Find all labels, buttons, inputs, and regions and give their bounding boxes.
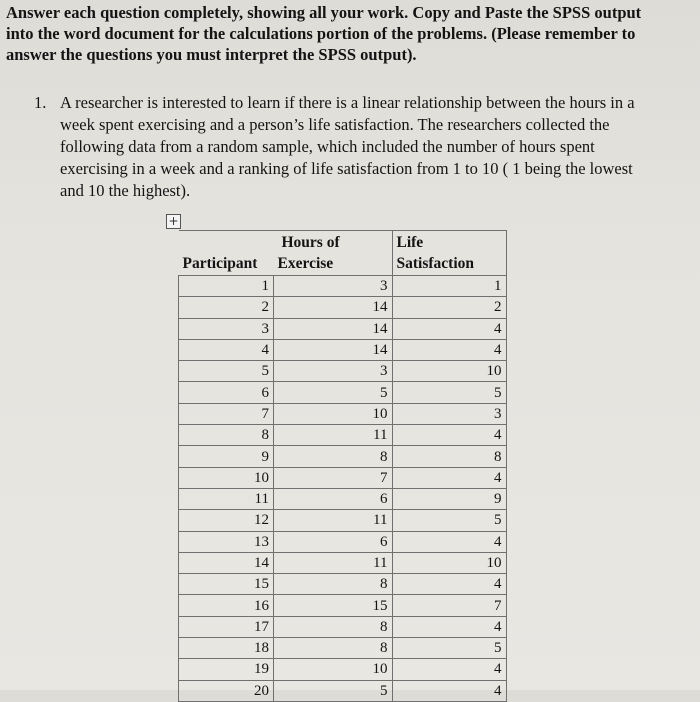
hours-cell: 8 (274, 616, 393, 637)
participant-cell: 11 (179, 488, 274, 509)
participant-cell: 13 (179, 531, 274, 552)
hours-cell: 10 (274, 659, 393, 680)
hours-cell: 3 (274, 276, 393, 297)
participant-cell: 10 (179, 467, 274, 488)
data-table (178, 230, 507, 702)
table-row (179, 638, 507, 659)
hours-cell: 8 (274, 574, 393, 595)
life-satisfaction-cell: 10 (392, 552, 506, 573)
participant-header-label: Participant (182, 255, 258, 272)
table-body (179, 276, 507, 702)
participant-cell: 16 (179, 595, 274, 616)
participant-cell: 1 (179, 276, 274, 297)
hours-header-line1: Hours of (281, 234, 340, 251)
hours-cell: 7 (274, 467, 393, 488)
question-1 (34, 92, 689, 202)
participant-cell: 3 (179, 318, 274, 339)
table-move-handle-icon[interactable]: + (166, 214, 181, 229)
participant-cell: 17 (179, 616, 274, 637)
participant-cell: 19 (179, 659, 274, 680)
hours-cell: 14 (274, 318, 393, 339)
hours-cell: 6 (274, 531, 393, 552)
instructions-line: into the word document for the calculations portion of the problems. (Please remember to (6, 24, 636, 43)
life-header-line1: Life (396, 234, 424, 251)
life-satisfaction-cell: 5 (392, 510, 506, 531)
participant-cell: 15 (179, 574, 274, 595)
hours-cell: 5 (274, 382, 393, 403)
table-row (179, 552, 507, 573)
participant-cell: 2 (179, 297, 274, 318)
hours-cell: 3 (274, 361, 393, 382)
life-satisfaction-cell: 4 (392, 339, 506, 360)
hours-cell: 11 (274, 510, 393, 531)
question-line: A researcher is interested to learn if there is a linear relationship between the hours in a (60, 93, 635, 112)
table-row (179, 339, 507, 360)
life-satisfaction-cell: 4 (392, 531, 506, 552)
hours-cell: 8 (274, 446, 393, 467)
table-row (179, 616, 507, 637)
hours-cell: 8 (274, 638, 393, 659)
question-line: exercising in a week and a ranking of life satisfaction from 1 to 10 ( 1 being the lowest (60, 159, 633, 178)
participant-header (179, 231, 274, 276)
life-satisfaction-cell: 4 (392, 680, 506, 701)
participant-cell: 8 (179, 425, 274, 446)
table-row (179, 297, 507, 318)
question-line: week spent exercising and a person’s life satisfaction. The researchers collected the (60, 115, 610, 134)
question-number: 1. (34, 93, 47, 112)
participant-cell: 4 (179, 339, 274, 360)
hours-cell: 10 (274, 403, 393, 424)
hours-cell: 5 (274, 680, 393, 701)
instructions-line: answer the questions you must interpret the SPSS output). (6, 45, 417, 64)
table-row (179, 531, 507, 552)
life-satisfaction-cell: 4 (392, 318, 506, 339)
hours-header (274, 231, 393, 276)
table-row (179, 595, 507, 616)
life-header-line2: Satisfaction (396, 255, 474, 272)
table-header-row (179, 231, 507, 276)
table-row (179, 446, 507, 467)
participant-cell: 5 (179, 361, 274, 382)
table-row (179, 425, 507, 446)
hours-cell: 11 (274, 425, 393, 446)
table-row (179, 361, 507, 382)
hours-cell: 14 (274, 339, 393, 360)
table-row (179, 574, 507, 595)
life-satisfaction-cell: 4 (392, 659, 506, 680)
hours-cell: 15 (274, 595, 393, 616)
question-line: following data from a random sample, which included the number of hours spent (60, 137, 595, 156)
participant-cell: 20 (179, 680, 274, 701)
life-header (392, 231, 506, 276)
instructions-paragraph (6, 2, 696, 65)
life-satisfaction-cell: 1 (392, 276, 506, 297)
question-line: and 10 the highest). (60, 181, 191, 200)
table-row (179, 488, 507, 509)
participant-cell: 9 (179, 446, 274, 467)
life-satisfaction-cell: 4 (392, 425, 506, 446)
life-satisfaction-cell: 10 (392, 361, 506, 382)
table-row (179, 659, 507, 680)
participant-cell: 6 (179, 382, 274, 403)
life-satisfaction-cell: 9 (392, 488, 506, 509)
question-text (60, 92, 689, 202)
participant-cell: 18 (179, 638, 274, 659)
participant-cell: 14 (179, 552, 274, 573)
table-row (179, 680, 507, 701)
table-row (179, 403, 507, 424)
hours-header-line2: Exercise (277, 255, 334, 272)
instructions-line: Answer each question completely, showing all your work. Copy and Paste the SPSS output (6, 3, 642, 22)
life-satisfaction-cell: 4 (392, 574, 506, 595)
life-satisfaction-cell: 8 (392, 446, 506, 467)
life-satisfaction-cell: 2 (392, 297, 506, 318)
participant-cell: 12 (179, 510, 274, 531)
hours-cell: 14 (274, 297, 393, 318)
table-row (179, 318, 507, 339)
life-satisfaction-cell: 4 (392, 467, 506, 488)
life-satisfaction-cell: 5 (392, 382, 506, 403)
hours-cell: 11 (274, 552, 393, 573)
hours-cell: 6 (274, 488, 393, 509)
table-row (179, 276, 507, 297)
table-row (179, 382, 507, 403)
life-satisfaction-cell: 4 (392, 616, 506, 637)
life-satisfaction-cell: 3 (392, 403, 506, 424)
table-row (179, 510, 507, 531)
table-row (179, 467, 507, 488)
life-satisfaction-cell: 7 (392, 595, 506, 616)
participant-cell: 7 (179, 403, 274, 424)
life-satisfaction-cell: 5 (392, 638, 506, 659)
